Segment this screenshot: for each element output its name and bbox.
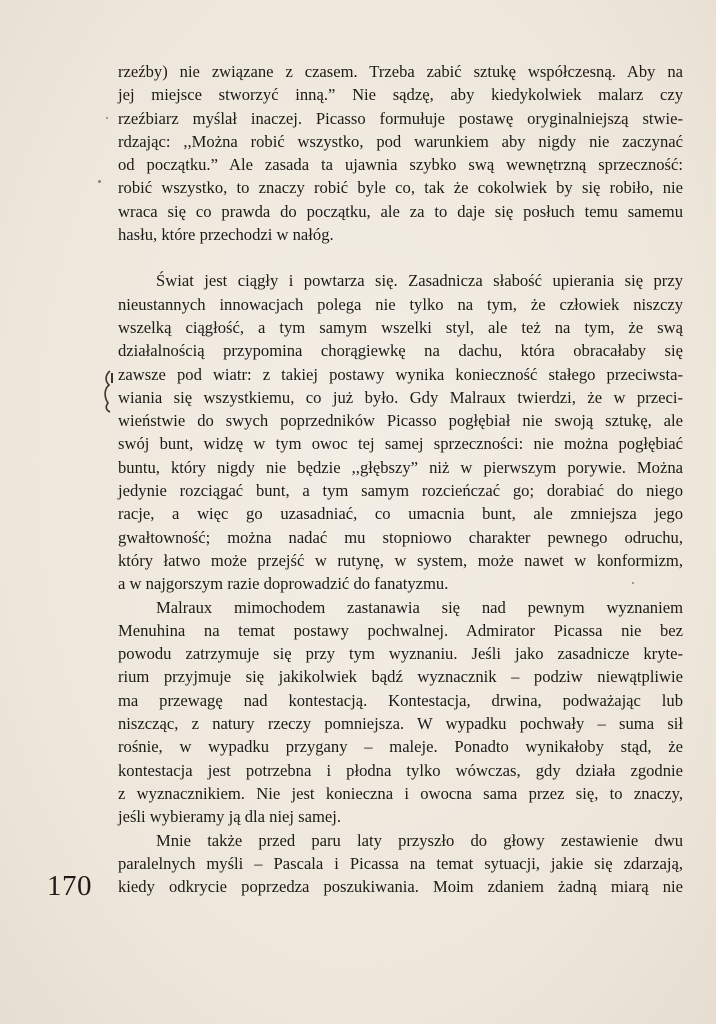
margin-bracket-mark xyxy=(101,369,115,413)
text-line: paralelnych myśli – Pascala i Picassa na temat sytuacji, jakie się zdarzają, xyxy=(118,853,683,873)
paragraph-1 xyxy=(118,60,683,246)
text-line: kontestacja jest potrzebna i płodna tylko wówczas, gdy działa zgodnie xyxy=(118,760,683,780)
text-line: hasłu, które przechodzi w nałóg. xyxy=(118,225,334,245)
paragraph-2 xyxy=(118,269,683,595)
text-line: powodu zatrzymuje się przy tym wyznaniu. Jeśli jako zasadnicze kryte- xyxy=(118,644,683,664)
text-line: wraca się co prawda do początku, ale za to daje się posłuch temu samemu xyxy=(118,201,683,221)
paragraph-gap xyxy=(118,246,683,269)
text-line: ma przewagę nad kontestacją. Kontestacja, drwina, podważając lub xyxy=(118,690,683,710)
text-line: a w najgorszym razie doprowadzić do fanatyzmu. xyxy=(118,574,449,594)
text-line: robić wszystko, to znaczy robić byle co, tak że cokolwiek by się robiło, nie xyxy=(118,178,683,198)
ink-speck xyxy=(632,582,634,584)
text-line: Świat jest ciągły i powtarza się. Zasadnicza słabość upierania się przy xyxy=(156,271,683,291)
text-line: działalnością przypomina chorągiewkę na dachu, która obracałaby się xyxy=(118,341,683,361)
text-line: gwałtowność; można nadać mu stopniowo charakter pewnego odruchu, xyxy=(118,527,683,547)
text-line: wszelką ciągłość, a tym samym wszelki styl, ale też na tym, że swą xyxy=(118,317,683,337)
paragraph-3 xyxy=(118,596,683,829)
text-line: buntu, który nigdy nie będzie ,,głębszy” niż w pierwszym porywie. Można xyxy=(118,457,683,477)
text-line: jeśli wybieramy ją dla niej samej. xyxy=(118,807,342,827)
text-line: kiedy odkrycie poprzedza poszukiwania. Moim zdaniem żadną miarą nie xyxy=(118,877,683,897)
text-line: rośnie, w wypadku przygany – maleje. Ponadto wynikałoby stąd, że xyxy=(118,737,683,757)
paragraph-4 xyxy=(118,829,683,899)
text-line: od początku.” Ale zasada ta ujawnia szybko swą wewnętrzną sprzeczność: xyxy=(118,155,683,175)
text-line: z wyznacznikiem. Nie jest konieczna i owocna sama przez się, to znaczy, xyxy=(118,783,683,803)
text-line: jej miejsce stworzyć inną.” Nie sądzę, aby kiedykolwiek malarz czy xyxy=(118,85,683,105)
text-line: zawsze pod wiatr: z takiej postawy wynika konieczność stałego przeciwsta- xyxy=(118,364,683,384)
text-line: swój bunt, widzę w tym owoc tej samej sprzeczności: nie można pogłębiać xyxy=(118,434,683,454)
text-line: rzeźbiarz myślał inaczej. Picasso formułuje postawę oryginalniejszą stwie- xyxy=(118,108,683,128)
body-text xyxy=(118,60,683,898)
text-line: Menuhina na temat postawy pochwalnej. Admirator Picassa nie bez xyxy=(118,620,683,640)
text-line: racje, a więc go uzasadniać, co umacnia bunt, ale zmniejsza jego xyxy=(118,504,683,524)
text-line: wieństwie do swych poprzedników Picasso pogłębiał nie swoją sztukę, ale xyxy=(118,411,683,431)
ink-speck xyxy=(98,180,101,183)
text-line: rzeźby) nie związane z czasem. Trzeba zabić sztukę współczesną. Aby na xyxy=(118,62,683,81)
text-line: rdzając: ,,Można robić wszystko, pod warunkiem aby nigdy nie zaczynać xyxy=(118,131,683,151)
text-line: rium przyjmuje się jakikolwiek bądź wyznacznik – podziw niewątpliwie xyxy=(118,667,683,687)
text-line: niszcząc, z natury rzeczy pomniejsza. W wypadku pochwały – suma sił xyxy=(118,714,683,734)
text-line: jedynie rozciągać bunt, a tym samym rozcieńczać go; dorabiać do niego xyxy=(118,481,683,501)
text-line: nieustannych innowacjach polega nie tylko na tym, że człowiek niszczy xyxy=(118,294,683,314)
ink-speck xyxy=(106,117,108,119)
text-line: Malraux mimochodem zastanawia się nad pewnym wyznaniem xyxy=(156,597,683,617)
text-line: Mnie także przed paru laty przyszło do głowy zestawienie dwu xyxy=(156,830,683,850)
text-line: wiania się wszystkiemu, co już było. Gdy Malraux twierdzi, że w przeci- xyxy=(118,387,683,407)
text-line: który łatwo może przejść w rutynę, w system, może nawet w konformizm, xyxy=(118,550,683,570)
page-number: 170 xyxy=(47,870,92,902)
